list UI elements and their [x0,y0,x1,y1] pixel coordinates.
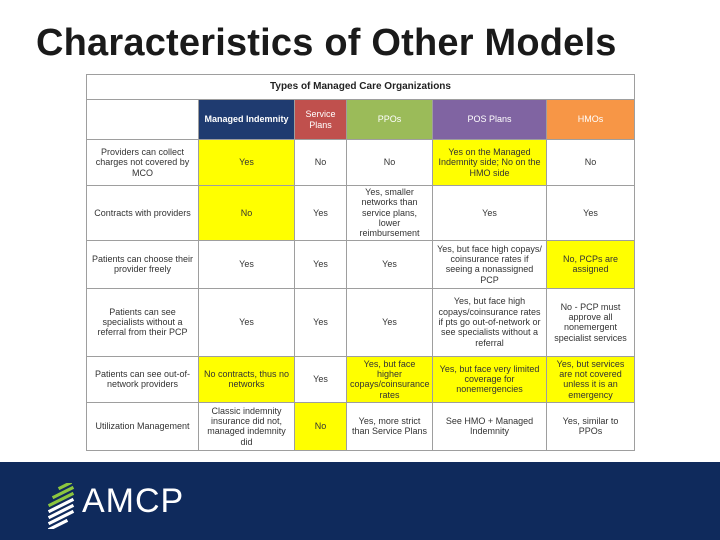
table-cell: No, PCPs are assigned [547,240,635,288]
amcp-logo-text: AMCP [82,482,185,520]
mco-comparison-table-container [86,74,634,451]
table-row [87,288,635,356]
header-service-plans: Service Plans [295,100,347,140]
table-cell: Yes [433,186,547,241]
table-cell: No - PCP must approve all nonemergent specialist services [547,288,635,356]
table-cell: Yes, more strict than Service Plans [347,402,433,450]
slide-title: Characteristics of Other Models [36,22,617,64]
mco-comparison-table [86,74,635,451]
table-cell: Yes [347,240,433,288]
row-label: Patients can see specialists without a referral from their PCP [87,288,199,356]
table-cell: No contracts, thus no networks [199,356,295,402]
table-cell: Yes [295,288,347,356]
table-cell: Yes, but face very limited coverage for nonemergencies [433,356,547,402]
table-cell: Yes [199,140,295,186]
table-cell: Yes, smaller networks than service plans, lower reimbursement [347,186,433,241]
row-label: Patients can see out-of-network providers [87,356,199,402]
row-label: Contracts with providers [87,186,199,241]
table-cell: Yes, but services are not covered unless it is an emergency [547,356,635,402]
table-cell: No [547,140,635,186]
table-cell: Yes [547,186,635,241]
table-row [87,240,635,288]
table-cell: Yes, but face higher copays/coinsurance rates [347,356,433,402]
table-cell: No [199,186,295,241]
table-cell: See HMO + Managed Indemnity [433,402,547,450]
table-cell: Yes [295,240,347,288]
table-cell: Yes, similar to PPOs [547,402,635,450]
table-cell: Yes [199,240,295,288]
table-cell: No [295,402,347,450]
header-pos-plans: POS Plans [433,100,547,140]
header-blank [87,100,199,140]
header-ppos: PPOs [347,100,433,140]
table-caption: Types of Managed Care Organizations [87,75,635,100]
table-cell: Classic indemnity insurance did not, managed indemnity did [199,402,295,450]
table-row [87,356,635,402]
table-cell: Yes [295,186,347,241]
table-cell: Yes [199,288,295,356]
row-label: Providers can collect charges not covered by MCO [87,140,199,186]
header-hmos: HMOs [547,100,635,140]
table-cell: Yes [295,356,347,402]
table-cell: Yes, but face high copays/ coinsurance rates if seeing a nonassigned PCP [433,240,547,288]
table-cell: Yes [347,288,433,356]
table-cell: No [347,140,433,186]
table-row [87,140,635,186]
table-cell: Yes on the Managed Indemnity side; No on the HMO side [433,140,547,186]
table-cell: No [295,140,347,186]
amcp-logo-icon [48,483,76,529]
table-row [87,402,635,450]
row-label: Utilization Management [87,402,199,450]
row-label: Patients can choose their provider freely [87,240,199,288]
header-managed-indemnity: Managed Indemnity [199,100,295,140]
table-cell: Yes, but face high copays/coinsurance rates if pts go out-of-network or see specialists without a referral [433,288,547,356]
table-row [87,186,635,241]
